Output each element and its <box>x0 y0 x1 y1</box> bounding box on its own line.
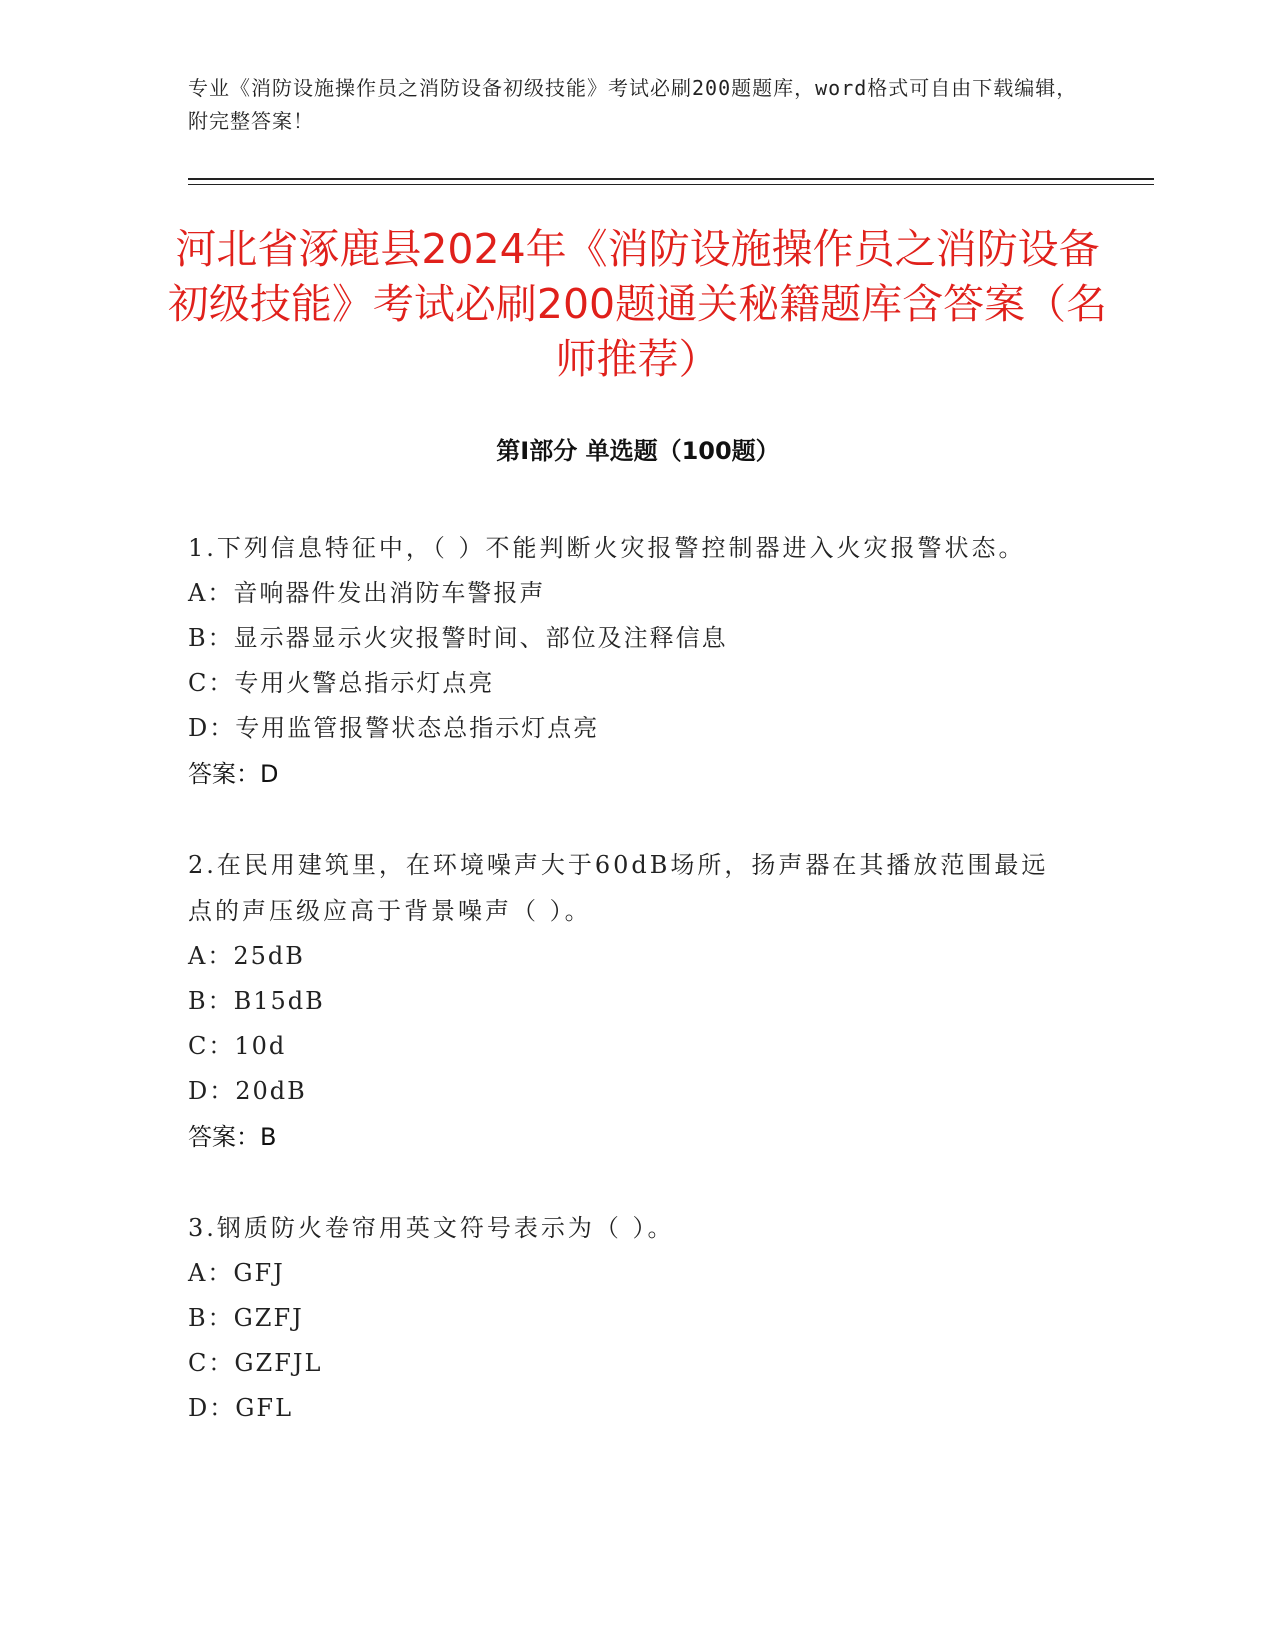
option-d: D：20dB <box>188 1077 307 1105</box>
option-d: D：专用监管报警状态总指示灯点亮 <box>188 714 600 742</box>
answer-line: 答案：D <box>188 760 279 788</box>
option-a: A：25dB <box>188 942 305 970</box>
option-a: A：音响器件发出消防车警报声 <box>188 579 546 607</box>
header-note: 专业《消防设施操作员之消防设备初级技能》考试必刷200题题库，word格式可自由下载编辑，附完整答案！ <box>188 76 1078 133</box>
option-d: D：GFL <box>188 1394 294 1422</box>
question-1 <box>188 525 1068 797</box>
option-b: B：B15dB <box>188 987 325 1015</box>
answer-line: 答案：B <box>188 1123 277 1151</box>
header-divider-thick <box>188 178 1154 180</box>
option-b: B：显示器显示火灾报警时间、部位及注释信息 <box>188 624 728 652</box>
question-list <box>188 525 1068 1476</box>
document-title: 河北省涿鹿县2024年《消防设施操作员之消防设备初级技能》考试必刷200题通关秘籍题库含答案（名师推荐） <box>167 225 1108 383</box>
option-c: C：专用火警总指示灯点亮 <box>188 669 495 697</box>
option-c: C：GZFJL <box>188 1349 323 1377</box>
question-stem: 2.在民用建筑里，在环境噪声大于60dB场所，扬声器在其播放范围最远点的声压级应高于背景噪声（ ）。 <box>188 851 1049 925</box>
question-2 <box>188 842 1068 1160</box>
option-a: A：GFJ <box>188 1259 285 1287</box>
option-b: B：GZFJ <box>188 1304 304 1332</box>
question-3 <box>188 1205 1068 1431</box>
section-title: 第I部分 单选题（100题） <box>496 437 780 465</box>
option-c: C：10d <box>188 1032 287 1060</box>
question-stem: 3.钢质防火卷帘用英文符号表示为（ ）。 <box>188 1214 675 1242</box>
question-stem: 1.下列信息特征中，（ ）不能判断火灾报警控制器进入火灾报警状态。 <box>188 534 1026 562</box>
header-divider-thin <box>188 184 1154 185</box>
